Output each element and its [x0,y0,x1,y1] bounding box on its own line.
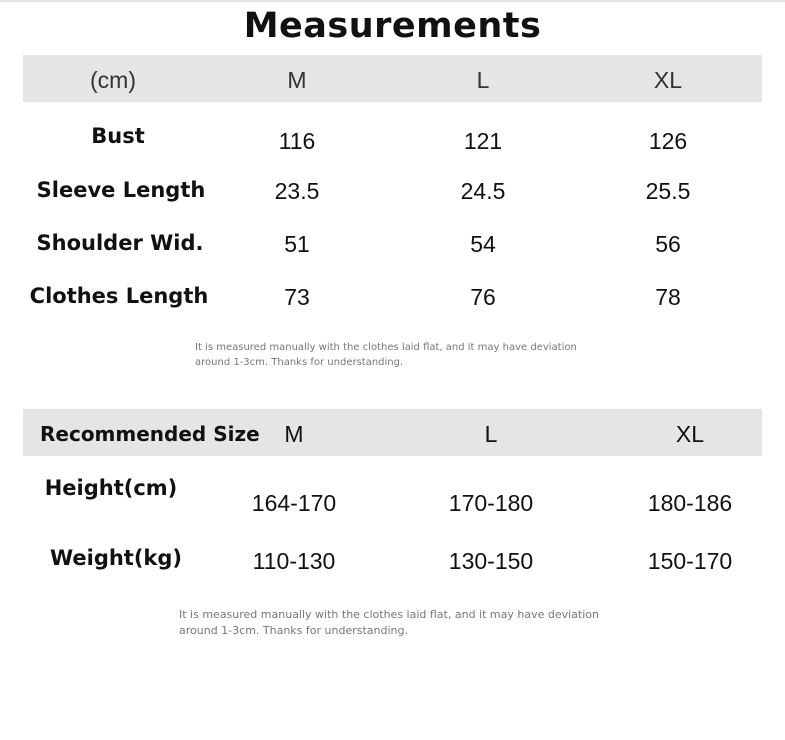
page-title: Measurements [243,6,542,46]
rec-size-header-l: L [484,421,498,447]
row-label-weight: Weight(kg) [49,546,183,570]
note-line: It is measured manually with the clothes laid flat, and it may have deviation [179,608,599,621]
clothes-m: 73 [284,284,310,310]
measurement-note [195,340,577,370]
shoulder-l: 54 [470,231,496,257]
bust-l: 121 [463,128,503,154]
weight-xl: 150-170 [647,548,733,574]
row-label-sleeve-length: Sleeve Length [36,178,206,202]
size-header-l: L [476,67,490,93]
shoulder-m: 51 [284,231,310,257]
row-label-clothes-length: Clothes Length [29,284,209,308]
shoulder-xl: 56 [655,231,681,257]
height-xl: 180-186 [647,490,733,516]
note-line: around 1-3cm. Thanks for understanding. [195,357,404,368]
weight-m: 110-130 [252,548,336,574]
size-header-xl: XL [653,67,683,93]
height-m: 164-170 [251,490,337,516]
weight-l: 130-150 [448,548,534,574]
clothes-xl: 78 [655,284,681,310]
size-header-m: M [287,67,307,93]
note-line: It is measured manually with the clothes laid flat, and it may have deviation [195,342,577,353]
top-divider [0,0,785,2]
bust-xl: 126 [648,128,688,154]
sleeve-m: 23.5 [274,178,320,204]
sleeve-l: 24.5 [460,178,506,204]
row-label-height: Height(cm) [44,476,178,500]
recommended-note [179,607,599,639]
clothes-l: 76 [470,284,496,310]
row-label-shoulder-width: Shoulder Wid. [36,231,204,255]
unit-header: (cm) [90,67,136,93]
rec-size-header-xl: XL [675,421,705,447]
rec-size-header-m: M [284,421,304,447]
note-line: around 1-3cm. Thanks for understanding. [179,624,408,637]
height-l: 170-180 [448,490,534,516]
row-label-bust: Bust [91,124,145,148]
sleeve-xl: 25.5 [645,178,691,204]
bust-m: 116 [278,128,316,154]
recommended-size-header: Recommended Size [40,422,260,446]
